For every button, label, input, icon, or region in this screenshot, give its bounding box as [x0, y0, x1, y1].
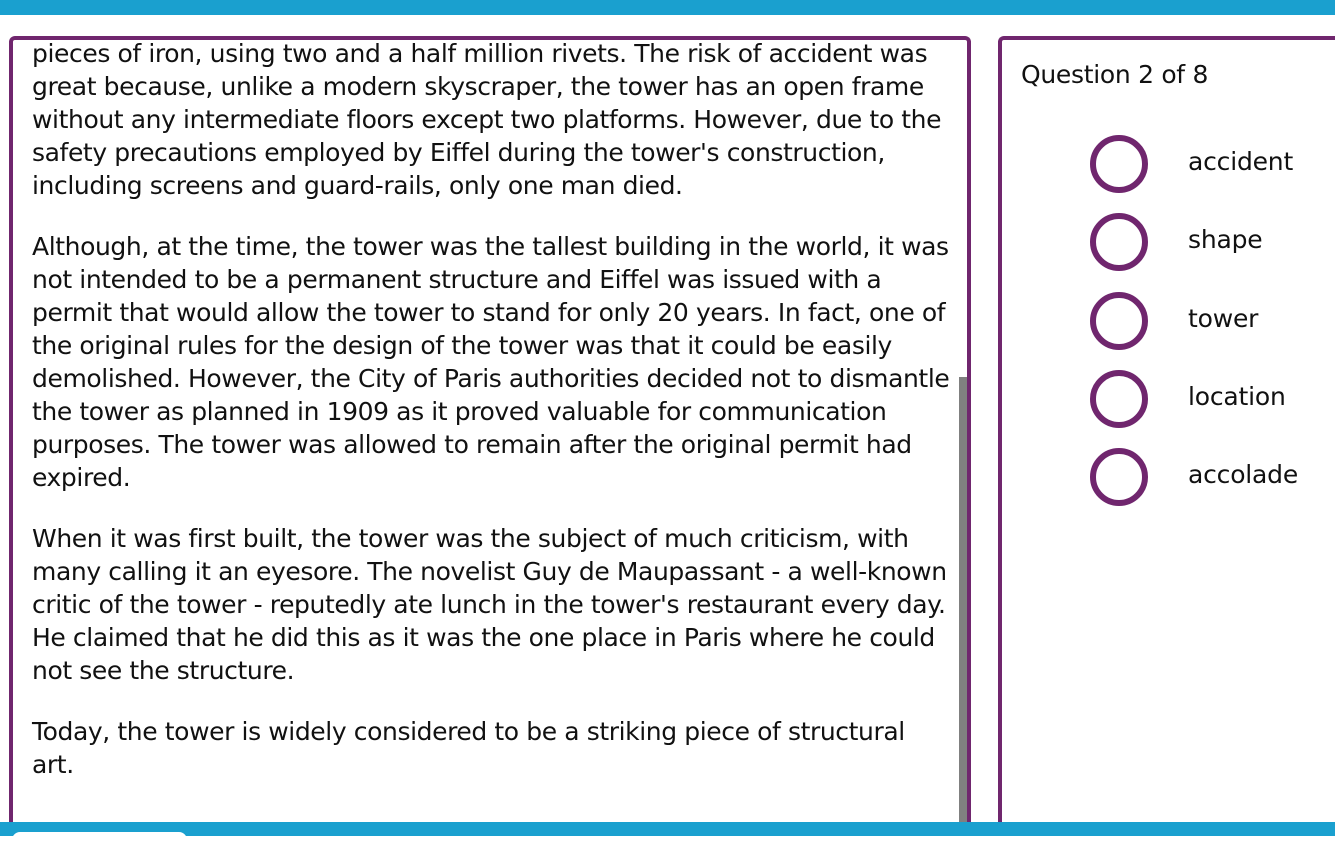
answer-option-label: shape [1188, 225, 1263, 254]
answer-option-accident[interactable] [1090, 135, 1335, 195]
answer-option-shape[interactable] [1090, 213, 1335, 273]
radio-button[interactable] [1090, 292, 1148, 350]
answer-option-label: accolade [1188, 460, 1299, 489]
reading-passage-text [32, 37, 952, 809]
top-bar [0, 0, 1335, 15]
question-counter: Question 2 of 8 [1021, 60, 1209, 89]
question-panel [998, 36, 1335, 836]
passage-paragraph-2: Although, at the time, the tower was the tallest building in the world, it was not intended to be a permanent structure and Eiffel was issued with a permit that would allow the tower to stand for only 20 years. In fact, one of the original rules for the design of the tower was that it could be easily demolished. However, the City of Paris authorities decided not to dismantle the tower as planned in 1909 as it proved valuable for communication purposes. The tower was allowed to remain after the original permit had expired. [32, 232, 950, 492]
radio-button[interactable] [1090, 448, 1148, 506]
radio-button[interactable] [1090, 370, 1148, 428]
bottom-bar [0, 822, 1335, 836]
radio-button[interactable] [1090, 135, 1148, 193]
bottom-tab[interactable] [12, 832, 187, 842]
reading-passage-panel [9, 36, 971, 836]
answer-option-label: tower [1188, 304, 1259, 333]
answer-option-label: location [1188, 382, 1286, 411]
passage-scrollbar[interactable] [959, 377, 971, 836]
answer-option-label: accident [1188, 147, 1294, 176]
answer-option-location[interactable] [1090, 370, 1335, 430]
passage-paragraph-1: pieces of iron, using two and a half million rivets. The risk of accident was great because, unlike a modern skyscraper, the tower has an open frame without any intermediate floors except two platforms. However, due to the safety precautions employed by Eiffel during the tower's construction, including screens and guard-rails, only one man died. [32, 39, 942, 200]
passage-paragraph-3: When it was first built, the tower was the subject of much criticism, with many calling it an eyesore. The novelist Guy de Maupassant - a well-known critic of the tower - reputedly ate lunch in the tower's restaurant every day. He claimed that he did this as it was the one place in Paris where he could not see the structure. [32, 524, 947, 685]
passage-paragraph-4: Today, the tower is widely considered to be a striking piece of structural art. [32, 717, 905, 779]
answer-option-tower[interactable] [1090, 292, 1335, 352]
radio-button[interactable] [1090, 213, 1148, 271]
answer-option-accolade[interactable] [1090, 448, 1335, 508]
